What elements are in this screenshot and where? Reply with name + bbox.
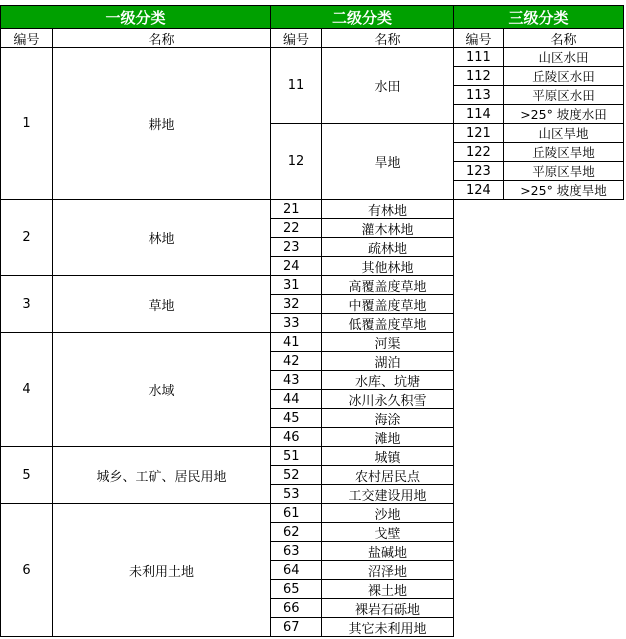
l3-code: 112 xyxy=(454,67,504,86)
l2-name: 工交建设用地 xyxy=(322,485,454,504)
l1-code: 2 xyxy=(0,200,53,276)
l1-name: 水域 xyxy=(53,333,271,447)
l1-name: 草地 xyxy=(53,276,271,333)
col-header-name-l3: 名称 xyxy=(504,29,624,48)
l2-name: 高覆盖度草地 xyxy=(322,276,454,295)
l2-name: 城镇 xyxy=(322,447,454,466)
l3-code: 121 xyxy=(454,124,504,143)
l2-name: 疏林地 xyxy=(322,238,454,257)
l3-name: 丘陵区旱地 xyxy=(504,143,624,162)
l2-name: 灌木林地 xyxy=(322,219,454,238)
l1-name: 城乡、工矿、居民用地 xyxy=(53,447,271,504)
l1-name: 林地 xyxy=(53,200,271,276)
l3-name: 平原区水田 xyxy=(504,86,624,105)
l2-name: 中覆盖度草地 xyxy=(322,295,454,314)
l2-name: 沙地 xyxy=(322,504,454,523)
l2-name: 低覆盖度草地 xyxy=(322,314,454,333)
l2-code: 64 xyxy=(271,561,322,580)
col-header-code-l2: 编号 xyxy=(271,29,322,48)
header-level3: 三级分类 xyxy=(454,5,624,29)
l2-name: 水库、坑塘 xyxy=(322,371,454,390)
l1-code: 1 xyxy=(0,48,53,200)
l2-code: 21 xyxy=(271,200,322,219)
l2-code: 67 xyxy=(271,618,322,637)
col-header-code-l3: 编号 xyxy=(454,29,504,48)
l3-name: 丘陵区水田 xyxy=(504,67,624,86)
l2-code: 32 xyxy=(271,295,322,314)
l2-code: 45 xyxy=(271,409,322,428)
l2-code: 24 xyxy=(271,257,322,276)
l3-name: 山区旱地 xyxy=(504,124,624,143)
l2-name: 旱地 xyxy=(322,124,454,200)
l2-name: 沼泽地 xyxy=(322,561,454,580)
l3-code: 123 xyxy=(454,162,504,181)
l3-name: >25° 坡度旱地 xyxy=(504,181,624,200)
l1-name: 未利用土地 xyxy=(53,504,271,637)
l3-name: 山区水田 xyxy=(504,48,624,67)
l2-code: 12 xyxy=(271,124,322,200)
l1-code: 6 xyxy=(0,504,53,637)
l2-name: 湖泊 xyxy=(322,352,454,371)
l2-name: 农村居民点 xyxy=(322,466,454,485)
l2-code: 53 xyxy=(271,485,322,504)
l3-name: 平原区旱地 xyxy=(504,162,624,181)
l3-code: 111 xyxy=(454,48,504,67)
l1-code: 5 xyxy=(0,447,53,504)
l2-name: 裸岩石砾地 xyxy=(322,599,454,618)
header-level1: 一级分类 xyxy=(0,5,271,29)
l2-code: 51 xyxy=(271,447,322,466)
col-header-code-l1: 编号 xyxy=(0,29,53,48)
l2-name: 其他林地 xyxy=(322,257,454,276)
l2-code: 11 xyxy=(271,48,322,124)
l2-name: 海涂 xyxy=(322,409,454,428)
l2-name: 其它未利用地 xyxy=(322,618,454,637)
l1-name: 耕地 xyxy=(53,48,271,200)
l2-name: 河渠 xyxy=(322,333,454,352)
l2-code: 65 xyxy=(271,580,322,599)
l2-code: 42 xyxy=(271,352,322,371)
l2-code: 22 xyxy=(271,219,322,238)
l2-code: 44 xyxy=(271,390,322,409)
col-header-name-l1: 名称 xyxy=(53,29,271,48)
l2-code: 33 xyxy=(271,314,322,333)
l2-name: 冰川永久积雪 xyxy=(322,390,454,409)
l2-code: 61 xyxy=(271,504,322,523)
l2-code: 66 xyxy=(271,599,322,618)
l2-code: 41 xyxy=(271,333,322,352)
col-header-name-l2: 名称 xyxy=(322,29,454,48)
l2-code: 43 xyxy=(271,371,322,390)
header-level2: 二级分类 xyxy=(271,5,454,29)
l2-name: 滩地 xyxy=(322,428,454,447)
l2-code: 31 xyxy=(271,276,322,295)
l2-code: 63 xyxy=(271,542,322,561)
l2-name: 裸土地 xyxy=(322,580,454,599)
l2-name: 盐碱地 xyxy=(322,542,454,561)
l1-code: 4 xyxy=(0,333,53,447)
l2-code: 46 xyxy=(271,428,322,447)
l2-name: 水田 xyxy=(322,48,454,124)
l3-code: 122 xyxy=(454,143,504,162)
l2-code: 23 xyxy=(271,238,322,257)
l3-name: >25° 坡度水田 xyxy=(504,105,624,124)
l3-code: 124 xyxy=(454,181,504,200)
l1-code: 3 xyxy=(0,276,53,333)
l2-code: 52 xyxy=(271,466,322,485)
l3-code: 113 xyxy=(454,86,504,105)
l2-name: 有林地 xyxy=(322,200,454,219)
l2-name: 戈壁 xyxy=(322,523,454,542)
l3-code: 114 xyxy=(454,105,504,124)
l2-code: 62 xyxy=(271,523,322,542)
